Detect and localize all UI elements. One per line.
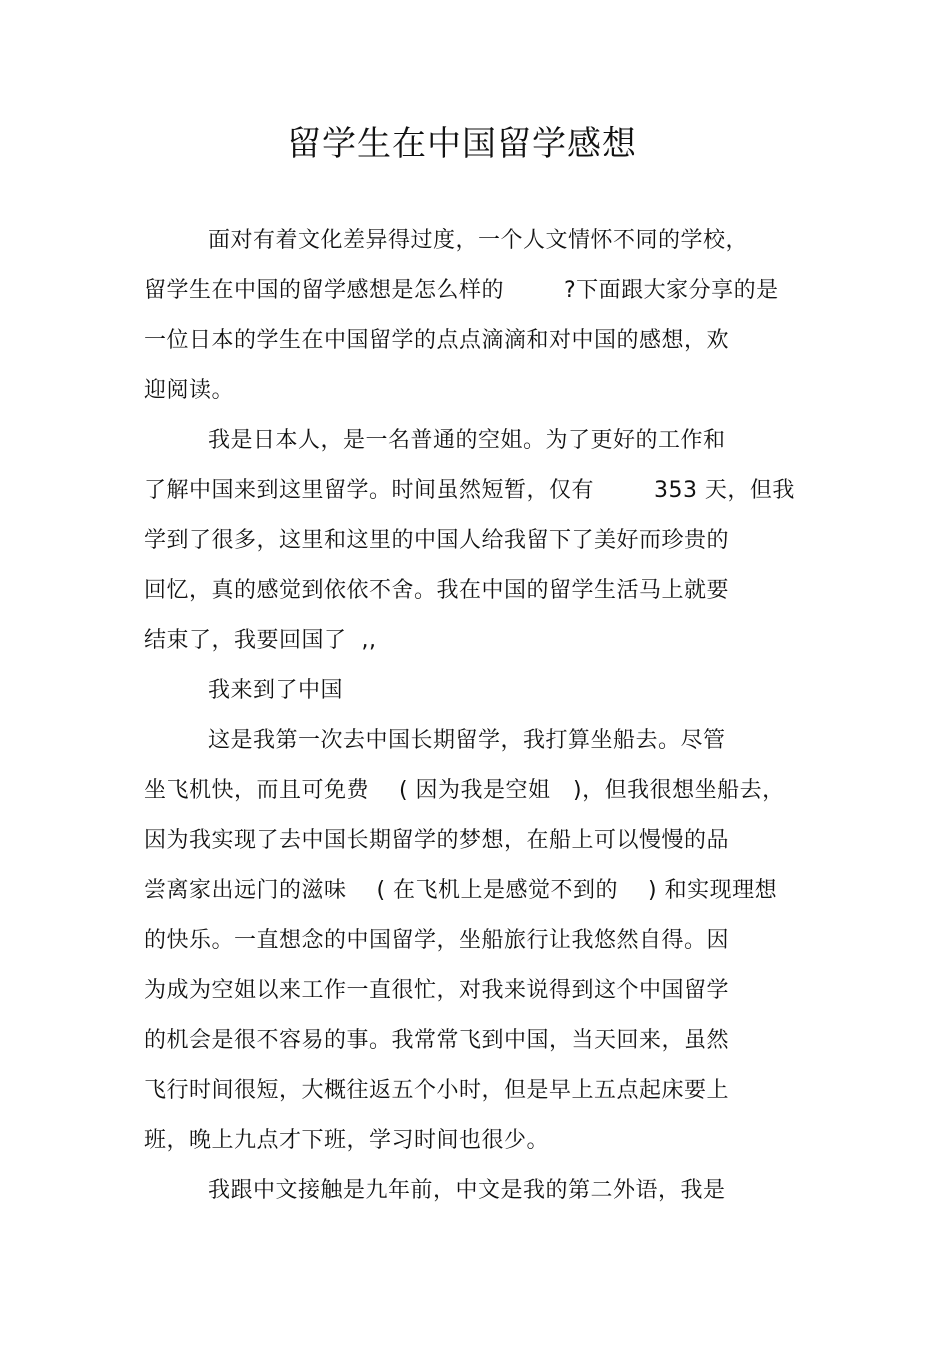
paragraph-line: 的机会是很不容易的事。我常常飞到中国，当天回来，虽然 — [144, 1028, 730, 1053]
paragraph-line: 面对有着文化差异得过度，一个人文情怀不同的学校， — [208, 228, 749, 253]
paragraph-line: 尝离家出远门的滋味 ( 在飞机上是感觉不到的 ) 和实现理想 — [144, 878, 778, 903]
paragraph-line: 结束了，我要回国了 ,, — [144, 628, 377, 653]
paragraph-line: 因为我实现了去中国长期留学的梦想，在船上可以慢慢的品 — [144, 828, 730, 853]
section-heading: 我来到了中国 — [208, 678, 344, 703]
paragraph-line: 了解中国来到这里留学。时间虽然短暂，仅有 353 天，但我 — [144, 478, 795, 503]
paragraph-line: 这是我第一次去中国长期留学，我打算坐船去。尽管 — [208, 728, 726, 753]
paragraph-line: 的快乐。一直想念的中国留学，坐船旅行让我悠然自得。因 — [144, 928, 730, 953]
paragraph-line: 坐飞机快，而且可免费 ( 因为我是空姐 )，但我很想坐船去， — [144, 778, 785, 803]
paragraph-line: 飞行时间很短，大概往返五个小时，但是早上五点起床要上 — [144, 1078, 730, 1103]
paragraph-line: 班，晚上九点才下班，学习时间也很少。 — [144, 1128, 550, 1153]
paragraph-line: 我是日本人，是一名普通的空姐。为了更好的工作和 — [208, 428, 726, 453]
paragraph-line: 留学生在中国的留学感想是怎么样的 ?下面跟大家分享的是 — [144, 278, 779, 303]
paragraph-line: 学到了很多，这里和这里的中国人给我留下了美好而珍贵的 — [144, 528, 730, 553]
paragraph-line: 为成为空姐以来工作一直很忙，对我来说得到这个中国留学 — [144, 978, 730, 1003]
document-title: 留学生在中国留学感想 — [287, 124, 637, 164]
paragraph-line: 回忆，真的感觉到依依不舍。我在中国的留学生活马上就要 — [144, 578, 730, 603]
paragraph-line: 一位日本的学生在中国留学的点点滴滴和对中国的感想，欢 — [144, 328, 730, 353]
paragraph-line: 迎阅读。 — [144, 378, 235, 403]
paragraph-line: 我跟中文接触是九年前，中文是我的第二外语，我是 — [208, 1178, 726, 1203]
